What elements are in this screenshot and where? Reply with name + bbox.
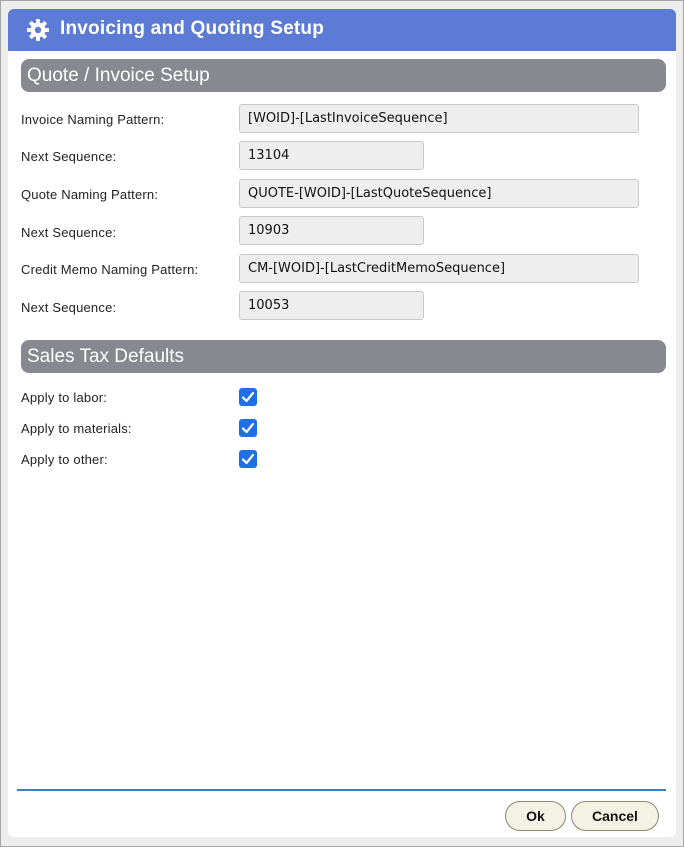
credit-memo-next-sequence-input[interactable] <box>239 291 424 320</box>
quote-pattern-input[interactable] <box>239 179 639 208</box>
quote-pattern-label: Quote Naming Pattern: <box>21 187 159 202</box>
dialog-body <box>8 9 676 837</box>
invoice-pattern-input[interactable] <box>239 104 639 133</box>
credit-memo-pattern-label: Credit Memo Naming Pattern: <box>21 262 199 277</box>
invoice-next-sequence-input[interactable] <box>239 141 424 170</box>
title-bar <box>8 9 676 51</box>
quote-next-sequence-label: Next Sequence: <box>21 225 117 240</box>
quote-next-sequence-input[interactable] <box>239 216 424 245</box>
ok-button[interactable]: Ok <box>505 801 566 831</box>
checkmark-icon <box>241 421 255 435</box>
section-header-sales-tax: Sales Tax Defaults <box>21 340 666 373</box>
invoice-pattern-label: Invoice Naming Pattern: <box>21 112 165 127</box>
footer-divider <box>17 789 666 791</box>
apply-other-checkbox[interactable] <box>239 450 257 468</box>
credit-memo-pattern-input[interactable] <box>239 254 639 283</box>
apply-materials-label: Apply to materials: <box>21 421 132 436</box>
apply-labor-label: Apply to labor: <box>21 390 108 405</box>
apply-materials-checkbox[interactable] <box>239 419 257 437</box>
apply-labor-checkbox[interactable] <box>239 388 257 406</box>
checkmark-icon <box>241 452 255 466</box>
apply-other-label: Apply to other: <box>21 452 108 467</box>
checkmark-icon <box>241 390 255 404</box>
invoice-next-sequence-label: Next Sequence: <box>21 149 117 164</box>
dialog-title: Invoicing and Quoting Setup <box>60 18 324 39</box>
credit-memo-next-sequence-label: Next Sequence: <box>21 300 117 315</box>
cancel-button[interactable]: Cancel <box>571 801 659 831</box>
section-header-quote-invoice: Quote / Invoice Setup <box>21 59 666 92</box>
gear-icon <box>26 18 50 42</box>
